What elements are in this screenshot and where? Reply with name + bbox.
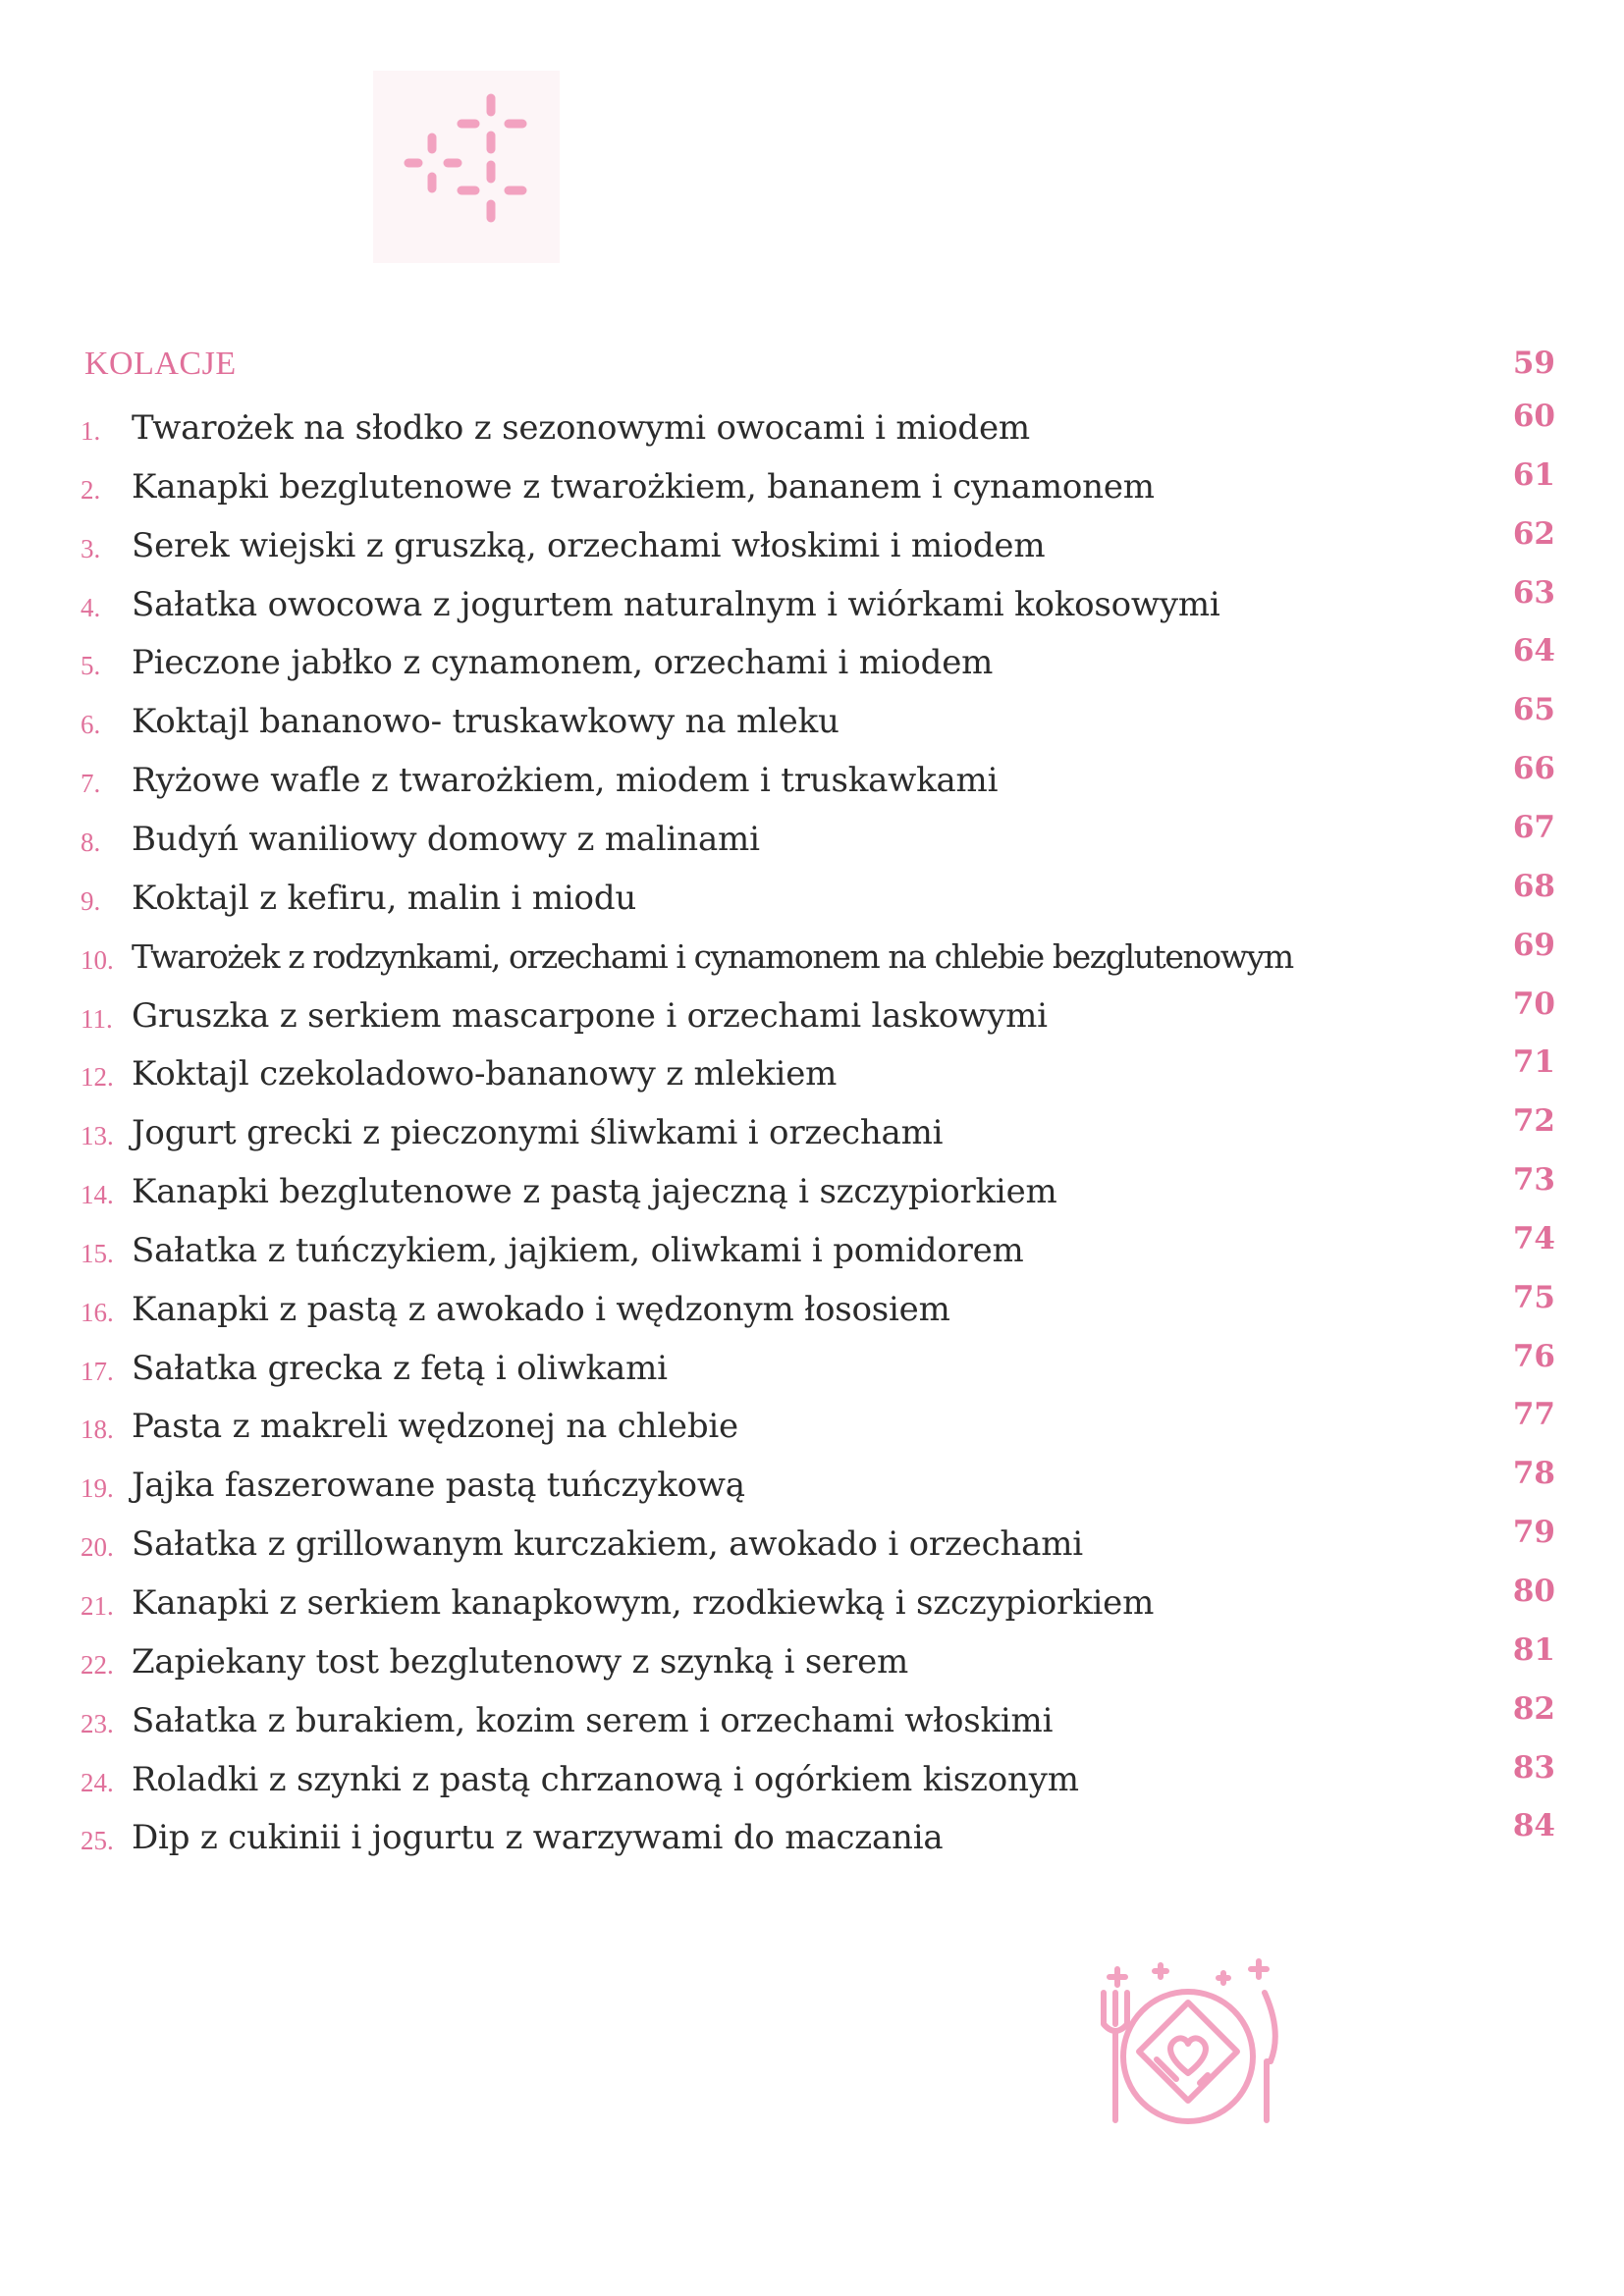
entry-title: Ryżowe wafle z twarożkiem, miodem i truskawkami: [132, 761, 999, 801]
entry-page-number: 76: [1512, 1338, 1555, 1374]
entry-title: Budyń waniliowy domowy z malinami: [132, 819, 760, 859]
entry-number: 15.: [81, 1238, 114, 1268]
toc-entry[interactable]: [81, 1220, 1555, 1278]
entry-number: 25.: [81, 1826, 114, 1856]
decorative-dashes-svg: [373, 71, 560, 263]
entry-number: 1.: [81, 416, 101, 446]
entry-number: 22.: [81, 1649, 114, 1680]
entry-page-number: 64: [1512, 633, 1555, 669]
entry-title: Sałatka owocowa z jogurtem naturalnym i wiórkami kokosowymi: [132, 584, 1220, 624]
toc-entry[interactable]: [81, 927, 1555, 985]
toc-entry[interactable]: [81, 751, 1555, 808]
toc-entry[interactable]: [81, 1279, 1555, 1337]
entry-title: Pieczone jabłko z cynamonem, orzechami i miodem: [132, 643, 994, 683]
entry-page-number: 66: [1512, 751, 1555, 787]
entry-number: 4.: [81, 592, 101, 622]
entry-number: 9.: [81, 885, 101, 916]
entry-number: 12.: [81, 1062, 114, 1093]
decorative-dashes-icon: [373, 71, 560, 263]
entry-title: Koktajl z kefiru, malin i miodu: [132, 878, 637, 918]
entry-page-number: 70: [1512, 986, 1555, 1022]
entry-title: Sałatka z grillowanym kurczakiem, awokado i orzechami: [132, 1524, 1083, 1565]
entry-page-number: 65: [1512, 692, 1555, 728]
entry-page-number: 72: [1512, 1103, 1555, 1140]
entry-number: 21.: [81, 1591, 114, 1621]
entry-page-number: 67: [1512, 809, 1555, 845]
toc-entry[interactable]: [81, 1749, 1555, 1807]
entry-page-number: 77: [1512, 1397, 1555, 1433]
entry-number: 19.: [81, 1473, 114, 1504]
entry-page-number: 69: [1512, 927, 1555, 963]
entry-page-number: 61: [1512, 456, 1555, 493]
entry-title: Koktajl bananowo- truskawkowy na mleku: [132, 702, 839, 742]
entry-title: Jajka faszerowane pastą tuńczykową: [132, 1466, 745, 1506]
entry-number: 16.: [81, 1297, 114, 1327]
entry-number: 2.: [81, 474, 101, 505]
plate-icon-svg: [1090, 1953, 1286, 2150]
entry-title: Serek wiejski z gruszką, orzechami włoskimi i miodem: [132, 525, 1046, 565]
entry-number: 13.: [81, 1121, 114, 1151]
entry-page-number: 62: [1512, 515, 1555, 552]
toc-entry[interactable]: [81, 1397, 1555, 1454]
toc-entry[interactable]: [81, 1338, 1555, 1396]
toc-entry[interactable]: [81, 399, 1555, 455]
entry-number: 6.: [81, 710, 101, 740]
entry-title: Jogurt grecki z pieczonymi śliwkami i orzechami: [132, 1113, 944, 1153]
toc-entry[interactable]: [81, 1515, 1555, 1572]
toc-entry[interactable]: [81, 574, 1555, 632]
toc-entry[interactable]: [81, 456, 1555, 514]
toc-entry[interactable]: [81, 692, 1555, 749]
entry-page-number: 81: [1512, 1631, 1555, 1668]
entry-page-number: 75: [1512, 1279, 1555, 1315]
entry-page-number: 78: [1512, 1456, 1555, 1492]
toc-entry[interactable]: [81, 1631, 1555, 1689]
toc-entry[interactable]: [81, 1808, 1555, 1865]
entry-title: Sałatka z tuńczykiem, jajkiem, oliwkami i pomidorem: [132, 1230, 1024, 1270]
entry-title: Sałatka grecka z fetą i oliwkami: [132, 1348, 668, 1388]
toc-entry[interactable]: [81, 1044, 1555, 1101]
entry-number: 24.: [81, 1767, 114, 1797]
entry-page-number: 73: [1512, 1162, 1555, 1199]
entry-title: Kanapki z pastą z awokado i wędzonym łososiem: [132, 1289, 950, 1329]
entry-number: 17.: [81, 1356, 114, 1386]
entry-title: Sałatka z burakiem, kozim serem i orzechami włoskimi: [132, 1700, 1054, 1740]
entry-page-number: 71: [1512, 1044, 1555, 1081]
entry-page-number: 60: [1512, 399, 1555, 434]
entry-title: Kanapki z serkiem kanapkowym, rzodkiewką i szczypiorkiem: [132, 1583, 1155, 1623]
toc-entry[interactable]: [81, 1690, 1555, 1748]
toc-entry[interactable]: [81, 1456, 1555, 1513]
entry-title: Kanapki bezglutenowe z twarożkiem, bananem i cynamonem: [132, 466, 1155, 507]
toc-entry[interactable]: [81, 986, 1555, 1043]
entry-title: Pasta z makreli wędzonej na chlebie: [132, 1407, 738, 1447]
entry-number: 3.: [81, 533, 101, 563]
toc-entry[interactable]: [81, 1574, 1555, 1630]
entry-page-number: 63: [1512, 574, 1555, 611]
entry-page-number: 84: [1512, 1808, 1555, 1844]
entry-number: 5.: [81, 651, 101, 681]
toc-entry[interactable]: [81, 633, 1555, 690]
entry-title: Roladki z szynki z pastą chrzanową i ogórkiem kiszonym: [132, 1759, 1079, 1799]
entry-page-number: 79: [1512, 1515, 1555, 1551]
entry-number: 20.: [81, 1532, 114, 1563]
entry-page-number: 74: [1512, 1220, 1555, 1256]
entry-number: 8.: [81, 827, 101, 857]
entry-page-number: 82: [1512, 1690, 1555, 1727]
entry-number: 23.: [81, 1708, 114, 1738]
section-title: KOLACJE: [84, 346, 237, 382]
entry-title: Gruszka z serkiem mascarpone i orzechami laskowymi: [132, 995, 1048, 1036]
section-header: [84, 346, 1555, 404]
entry-number: 14.: [81, 1180, 114, 1210]
section-page-number: 59: [1512, 346, 1555, 381]
entry-title: Kanapki bezglutenowe z pastą jajeczną i szczypiorkiem: [132, 1172, 1057, 1212]
entry-title: Koktajl czekoladowo-bananowy z mlekiem: [132, 1054, 838, 1095]
entry-number: 10.: [81, 944, 114, 975]
entry-title: Twarożek z rodzynkami, orzechami i cynamonem na chlebie bezglutenowym: [132, 936, 1293, 976]
entry-page-number: 80: [1512, 1574, 1555, 1609]
toc-entry[interactable]: [81, 809, 1555, 867]
toc-entry[interactable]: [81, 515, 1555, 573]
entry-page-number: 83: [1512, 1749, 1555, 1786]
plate-fork-knife-heart-icon: [1090, 1953, 1286, 2150]
entry-title: Dip z cukinii i jogurtu z warzywami do maczania: [132, 1818, 944, 1858]
entry-number: 18.: [81, 1415, 114, 1445]
entry-number: 11.: [81, 1003, 113, 1034]
entry-title: Twarożek na słodko z sezonowymi owocami i miodem: [132, 408, 1030, 448]
toc-entry[interactable]: [81, 868, 1555, 926]
entry-number: 7.: [81, 769, 101, 799]
toc-entry[interactable]: [81, 1103, 1555, 1160]
entry-title: Zapiekany tost bezglutenowy z szynką i serem: [132, 1641, 909, 1682]
entry-page-number: 68: [1512, 868, 1555, 904]
toc-entry[interactable]: [81, 1162, 1555, 1219]
